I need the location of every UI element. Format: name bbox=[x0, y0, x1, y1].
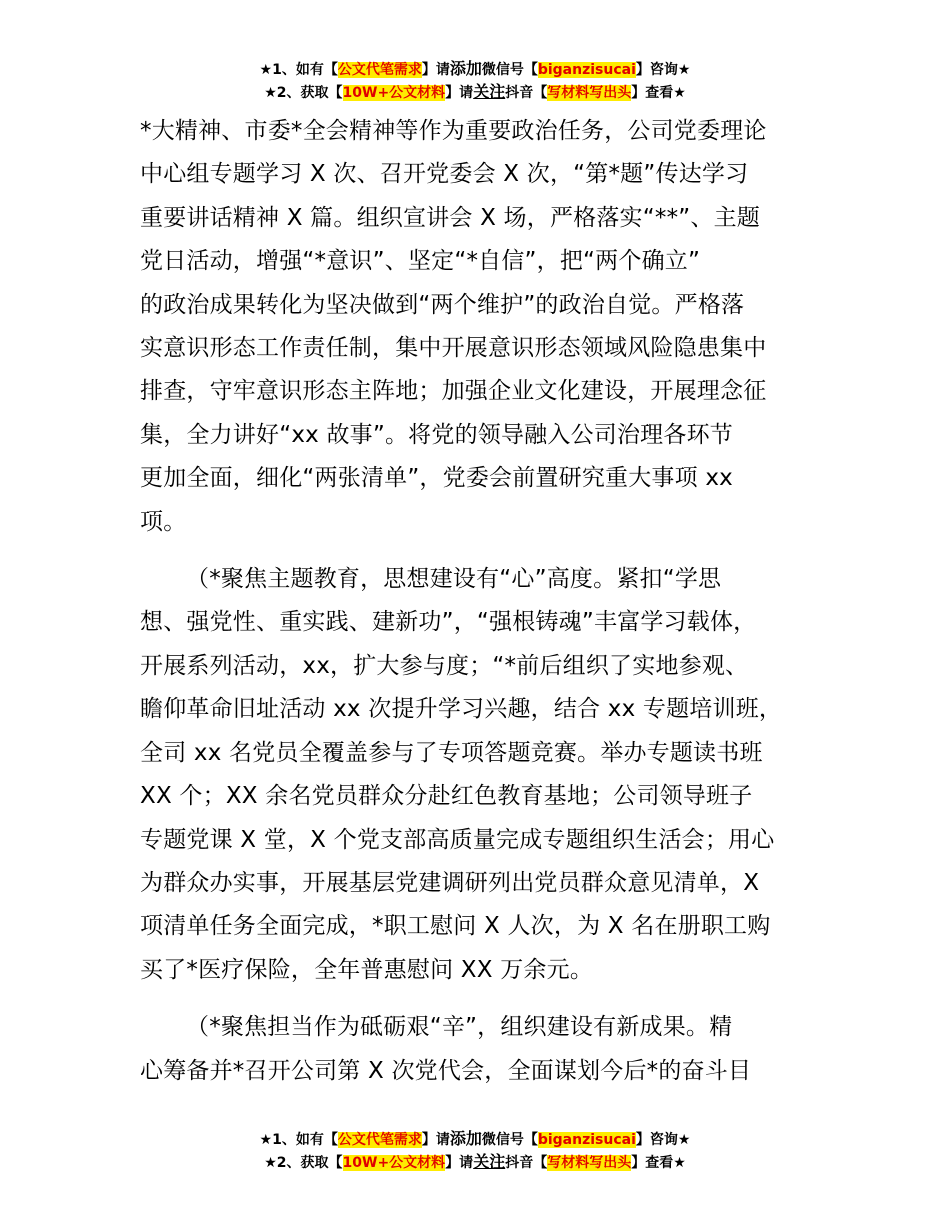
banner-wechat-id: biganzisucai bbox=[537, 62, 636, 78]
text-line: 排查，守牢意识形态主阵地；加强企业文化建设，开展理念征 bbox=[140, 378, 767, 405]
banner-text: 关注 bbox=[473, 1152, 506, 1171]
text-line: *大精神、市委*全会精神等作为重要政治任务，公司党委理论 bbox=[140, 118, 767, 144]
banner-text: 】请 bbox=[445, 85, 474, 101]
banner-text: 】查看★ bbox=[631, 1155, 686, 1171]
text-line: 重要讲话精神 X 篇。组织宣讲会 X 场，严格落实“**”、主题 bbox=[140, 204, 760, 231]
text-line: 更加全面，细化“两张清单”，党委会前置研究重大事项 xx bbox=[140, 465, 733, 492]
text-line: 为群众办实事，开展基层党建调研列出党员群众意见清单，X bbox=[140, 869, 760, 896]
banner-text: 添加 bbox=[449, 59, 482, 78]
text-line: 买了*医疗保险，全年普惠慰问 XX 万余元。 bbox=[140, 956, 594, 983]
banner-highlight: 公文代笔需求 bbox=[337, 1132, 422, 1148]
banner-text: 】请 bbox=[421, 62, 450, 78]
banner-highlight: 10W+公文材料 bbox=[342, 1155, 446, 1171]
text-line: 的政治成果转化为坚决做到“两个维护”的政治自觉。严格落 bbox=[140, 291, 745, 318]
banner-wechat-id: biganzisucai bbox=[537, 1132, 636, 1148]
text-line: 全司 xx 名党员全覆盖参与了专项答题竞赛。举办专题读书班 bbox=[140, 739, 763, 766]
text-line: XX 个；XX 余名党员群众分赴红色教育基地；公司领导班子 bbox=[140, 783, 753, 810]
banner-text: ★2、获取【 bbox=[264, 85, 343, 101]
banner-text: ★2、获取【 bbox=[264, 1155, 343, 1171]
text-line bbox=[140, 558, 840, 601]
banner-text: 】咨询★ bbox=[635, 1132, 691, 1148]
banner-text: 抖音【 bbox=[505, 1155, 548, 1171]
banner-text: 微信号【 bbox=[481, 62, 538, 78]
header-banner bbox=[0, 58, 950, 104]
banner-line-1 bbox=[0, 58, 950, 81]
text-line: 想、强党性、重实践、建新功”，“强根铸魂”丰富学习载体， bbox=[140, 609, 757, 636]
banner-text: 抖音【 bbox=[505, 85, 548, 101]
banner-text: 】请 bbox=[445, 1155, 474, 1171]
text-line: 项清单任务全面完成，*职工慰问 X 人次，为 X 名在册职工购 bbox=[140, 913, 771, 940]
banner-highlight: 10W+公文材料 bbox=[342, 85, 446, 101]
document-body bbox=[140, 110, 840, 1093]
footer-banner bbox=[0, 1128, 950, 1174]
banner-line-2 bbox=[0, 81, 950, 104]
text-line: 党日活动，增强“*意识”、坚定“*自信”，把“两个确立” bbox=[140, 248, 701, 275]
banner-text: ★1、如有【 bbox=[259, 62, 338, 78]
paragraph-2 bbox=[140, 558, 840, 992]
text-line: 瞻仰革命旧址活动 xx 次提升学习兴趣，结合 xx 专题培训班， bbox=[140, 696, 783, 723]
banner-douyin-id: 写材料写出头 bbox=[547, 85, 632, 101]
text-line: 开展系列活动，xx，扩大参与度；“*前后组织了实地参观、 bbox=[140, 652, 749, 679]
paragraph-3 bbox=[140, 1006, 840, 1093]
text-line-content: （*聚焦担当作为砥砺艰“辛”，组织建设有新成果。精 bbox=[186, 1014, 733, 1041]
banner-text: 】咨询★ bbox=[635, 62, 691, 78]
banner-text: ★1、如有【 bbox=[259, 1132, 338, 1148]
text-line: 实意识形态工作责任制，集中开展意识形态领域风险隐患集中 bbox=[140, 335, 767, 362]
banner-text: 】请 bbox=[421, 1132, 450, 1148]
text-line bbox=[140, 1006, 840, 1049]
banner-douyin-id: 写材料写出头 bbox=[547, 1155, 632, 1171]
banner-line-1 bbox=[0, 1128, 950, 1151]
text-line: 专题党课 X 堂，X 个党支部高质量完成专题组织生活会；用心 bbox=[140, 826, 775, 853]
text-line-content: （*聚焦主题教育，思想建设有“心”高度。紧扣“学思 bbox=[186, 566, 722, 593]
paragraph-1 bbox=[140, 110, 840, 544]
banner-text: 】查看★ bbox=[631, 85, 686, 101]
banner-text: 微信号【 bbox=[481, 1132, 538, 1148]
text-line: 中心组专题学习 X 次、召开党委会 X 次，“第*题”传达学习 bbox=[140, 161, 749, 188]
banner-text: 添加 bbox=[449, 1129, 482, 1148]
text-line: 项。 bbox=[140, 508, 187, 535]
banner-text: 关注 bbox=[473, 82, 506, 101]
banner-highlight: 公文代笔需求 bbox=[337, 62, 422, 78]
banner-line-2 bbox=[0, 1151, 950, 1174]
text-line: 集，全力讲好“xx 故事”。将党的领导融入公司治理各环节 bbox=[140, 421, 733, 448]
text-line: 心筹备并*召开公司第 X 次党代会，全面谋划今后*的奋斗目 bbox=[140, 1057, 752, 1084]
